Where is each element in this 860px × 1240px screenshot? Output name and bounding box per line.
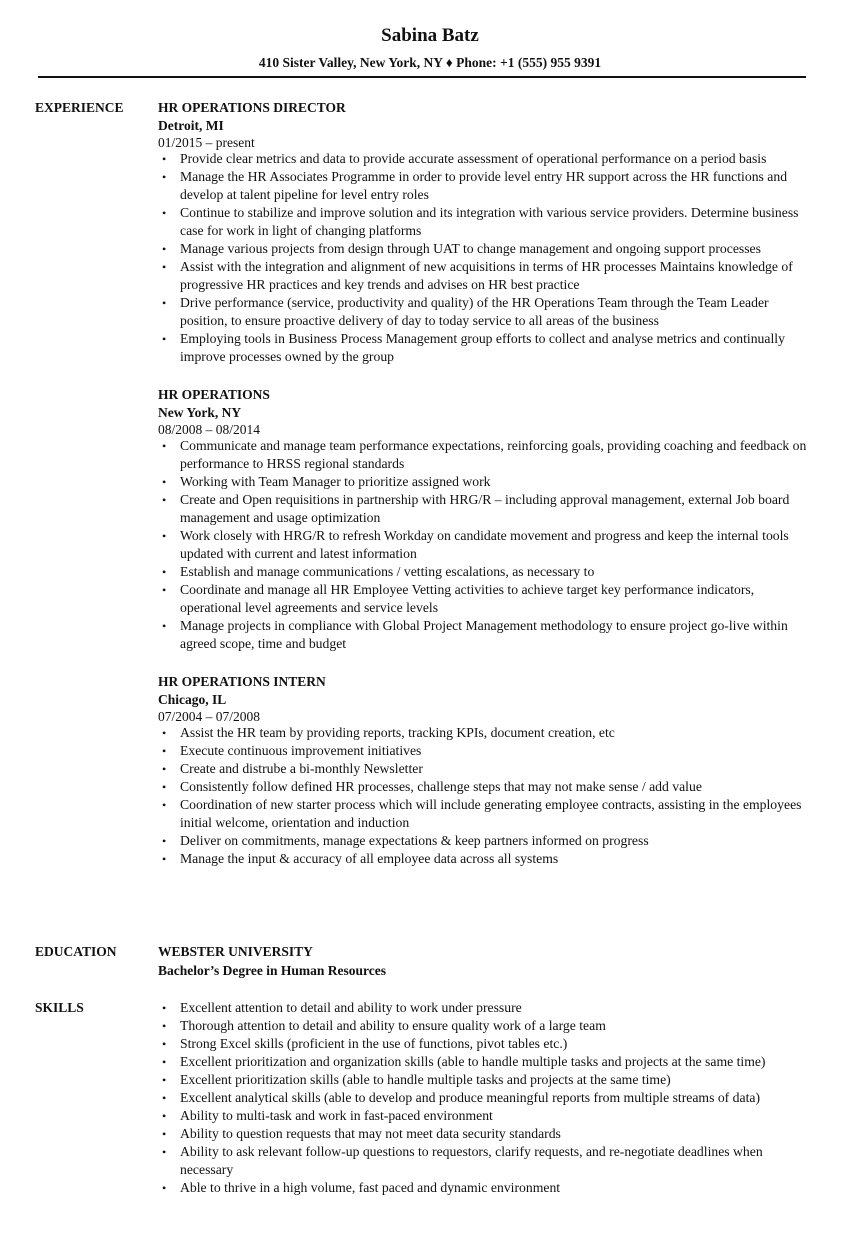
- bullet-icon: •: [162, 583, 167, 597]
- job-entry: [158, 673, 818, 868]
- list-item: [158, 1053, 818, 1071]
- list-item: [158, 850, 818, 868]
- skill-text: Able to thrive in a high volume, fast paced and dynamic environment: [180, 1180, 561, 1195]
- skill-text: Strong Excel skills (proficient in the use of functions, pivot tables etc.): [180, 1036, 568, 1051]
- list-item: [158, 617, 818, 653]
- bullet-icon: •: [162, 619, 167, 633]
- skills-list: [158, 999, 818, 1197]
- bullet-text: Create and Open requisitions in partnership with HRG/R – including approval management, external Job board management and usage optimization: [180, 492, 790, 525]
- job-title: HR OPERATIONS: [158, 387, 270, 402]
- job-location: Chicago, IL: [158, 692, 227, 707]
- bullet-icon: •: [162, 296, 167, 310]
- degree: Bachelor’s Degree in Human Resources: [158, 963, 386, 978]
- list-item: [158, 294, 818, 330]
- bullet-icon: •: [162, 1181, 167, 1195]
- list-item: [158, 563, 818, 581]
- skill-text: Thorough attention to detail and ability to ensure quality work of a large team: [180, 1018, 606, 1033]
- bullet-text: Working with Team Manager to prioritize assigned work: [180, 474, 491, 489]
- job-entry: [158, 99, 818, 366]
- skill-text: Excellent analytical skills (able to develop and produce meaningful reports from multiple streams of data): [180, 1090, 761, 1105]
- job-location: New York, NY: [158, 405, 242, 420]
- list-item: [158, 1089, 818, 1107]
- list-item: [158, 1071, 818, 1089]
- list-item: [158, 330, 818, 366]
- bullet-icon: •: [162, 762, 167, 776]
- skill-text: Ability to ask relevant follow-up questions to requestors, clarify requests, and re-negotiate deadlines when necessary: [180, 1144, 763, 1177]
- bullet-text: Manage the input & accuracy of all employee data across all systems: [180, 851, 559, 866]
- list-item: [158, 742, 818, 760]
- bullet-text: Establish and manage communications / vetting escalations, as necessary to: [180, 564, 595, 579]
- job-entry: [158, 386, 818, 653]
- bullet-icon: •: [162, 798, 167, 812]
- job-bullets: [158, 724, 818, 868]
- skills-body: [158, 999, 818, 1197]
- bullet-icon: •: [162, 780, 167, 794]
- list-item: [158, 724, 818, 742]
- contact-line: 410 Sister Valley, New York, NY ♦ Phone: +1 (555) 955 9391: [258, 55, 602, 70]
- list-item: [158, 999, 818, 1017]
- skill-text: Excellent attention to detail and ability to work under pressure: [180, 1000, 522, 1015]
- resume-header: [0, 22, 860, 73]
- job-title: HR OPERATIONS DIRECTOR: [158, 100, 346, 115]
- bullet-text: Coordinate and manage all HR Employee Vetting activities to achieve target key performance indicators, operational level agreements and service levels: [180, 582, 755, 615]
- bullet-text: Communicate and manage team performance expectations, reinforcing goals, providing coaching and feedback on performance to HRSS regional standards: [180, 438, 807, 471]
- bullet-icon: •: [162, 1055, 167, 1069]
- list-item: [158, 1125, 818, 1143]
- school-name: WEBSTER UNIVERSITY: [158, 944, 313, 959]
- bullet-text: Coordination of new starter process which will include generating employee contracts, assisting in the employees initial welcome, orientation and induction: [180, 797, 802, 830]
- bullet-icon: •: [162, 1109, 167, 1123]
- experience-body: [158, 99, 818, 888]
- skill-text: Excellent prioritization and organization skills (able to handle multiple tasks and projects at the same time): [180, 1054, 766, 1069]
- bullet-text: Manage the HR Associates Programme in order to provide level entry HR support across the HR functions and develop at talent pipeline for level entry roles: [180, 169, 788, 202]
- skill-text: Ability to question requests that may not meet data security standards: [180, 1126, 561, 1141]
- skills-heading: SKILLS: [35, 1000, 84, 1015]
- bullet-icon: •: [162, 475, 167, 489]
- bullet-icon: •: [162, 565, 167, 579]
- list-item: [158, 1179, 818, 1197]
- list-item: [158, 491, 818, 527]
- bullet-icon: •: [162, 332, 167, 346]
- list-item: [158, 473, 818, 491]
- list-item: [158, 240, 818, 258]
- job-dates: 01/2015 – present: [158, 135, 255, 150]
- bullet-text: Consistently follow defined HR processes, challenge steps that may not make sense / add value: [180, 779, 702, 794]
- job-dates: 07/2004 – 07/2008: [158, 709, 261, 724]
- list-item: [158, 168, 818, 204]
- bullet-icon: •: [162, 744, 167, 758]
- list-item: [158, 258, 818, 294]
- bullet-text: Manage projects in compliance with Global Project Management methodology to ensure project go-live within agreed scope, time and budget: [180, 618, 788, 651]
- list-item: [158, 796, 818, 832]
- bullet-icon: •: [162, 726, 167, 740]
- bullet-icon: •: [162, 1019, 167, 1033]
- job-title: HR OPERATIONS INTERN: [158, 674, 326, 689]
- list-item: [158, 1143, 818, 1179]
- job-bullets: [158, 437, 818, 653]
- bullet-text: Deliver on commitments, manage expectations & keep partners informed on progress: [180, 833, 649, 848]
- skill-text: Ability to multi-task and work in fast-paced environment: [180, 1108, 493, 1123]
- education-body: [158, 943, 818, 981]
- header-divider: [38, 76, 806, 78]
- bullet-text: Create and distrube a bi-monthly Newsletter: [180, 761, 423, 776]
- bullet-text: Work closely with HRG/R to refresh Workday on candidate movement and progress and keep the internal tools updated with current and latest information: [180, 528, 789, 561]
- bullet-text: Continue to stabilize and improve solution and its integration with various service providers. Determine business case for work in light of changing platforms: [180, 205, 799, 238]
- job-bullets: [158, 150, 818, 366]
- list-item: [158, 581, 818, 617]
- list-item: [158, 1017, 818, 1035]
- bullet-text: Employing tools in Business Process Management group efforts to collect and analyse metrics and continually improve processes owned by the group: [180, 331, 785, 364]
- bullet-icon: •: [162, 1091, 167, 1105]
- list-item: [158, 150, 818, 168]
- candidate-name: Sabina Batz: [381, 25, 479, 46]
- bullet-icon: •: [162, 852, 167, 866]
- bullet-icon: •: [162, 1073, 167, 1087]
- list-item: [158, 760, 818, 778]
- bullet-icon: •: [162, 260, 167, 274]
- experience-heading: EXPERIENCE: [35, 100, 124, 115]
- bullet-icon: •: [162, 529, 167, 543]
- bullet-icon: •: [162, 1145, 167, 1159]
- bullet-text: Assist the HR team by providing reports, tracking KPIs, document creation, etc: [180, 725, 615, 740]
- list-item: [158, 832, 818, 850]
- skill-text: Excellent prioritization skills (able to handle multiple tasks and projects at the same time): [180, 1072, 671, 1087]
- job-location: Detroit, MI: [158, 118, 224, 133]
- bullet-text: Execute continuous improvement initiatives: [180, 743, 422, 758]
- list-item: [158, 1035, 818, 1053]
- list-item: [158, 1107, 818, 1125]
- bullet-icon: •: [162, 152, 167, 166]
- list-item: [158, 437, 818, 473]
- bullet-text: Assist with the integration and alignment of new acquisitions in terms of HR processes Maintains knowledge of progressive HR practices and key trends and advises on HR best practice: [180, 259, 793, 292]
- bullet-icon: •: [162, 206, 167, 220]
- bullet-text: Drive performance (service, productivity and quality) of the HR Operations Team through the Team Leader position, to ensure proactive delivery of day to today service to all areas of the business: [180, 295, 769, 328]
- bullet-icon: •: [162, 493, 167, 507]
- bullet-icon: •: [162, 242, 167, 256]
- job-dates: 08/2008 – 08/2014: [158, 422, 261, 437]
- list-item: [158, 778, 818, 796]
- bullet-icon: •: [162, 1001, 167, 1015]
- bullet-icon: •: [162, 1037, 167, 1051]
- bullet-icon: •: [162, 439, 167, 453]
- bullet-icon: •: [162, 1127, 167, 1141]
- list-item: [158, 527, 818, 563]
- bullet-text: Manage various projects from design through UAT to change management and ongoing support processes: [180, 241, 761, 256]
- education-heading: EDUCATION: [35, 944, 117, 959]
- bullet-text: Provide clear metrics and data to provide accurate assessment of operational performance on a period basis: [180, 151, 767, 166]
- list-item: [158, 204, 818, 240]
- bullet-icon: •: [162, 834, 167, 848]
- bullet-icon: •: [162, 170, 167, 184]
